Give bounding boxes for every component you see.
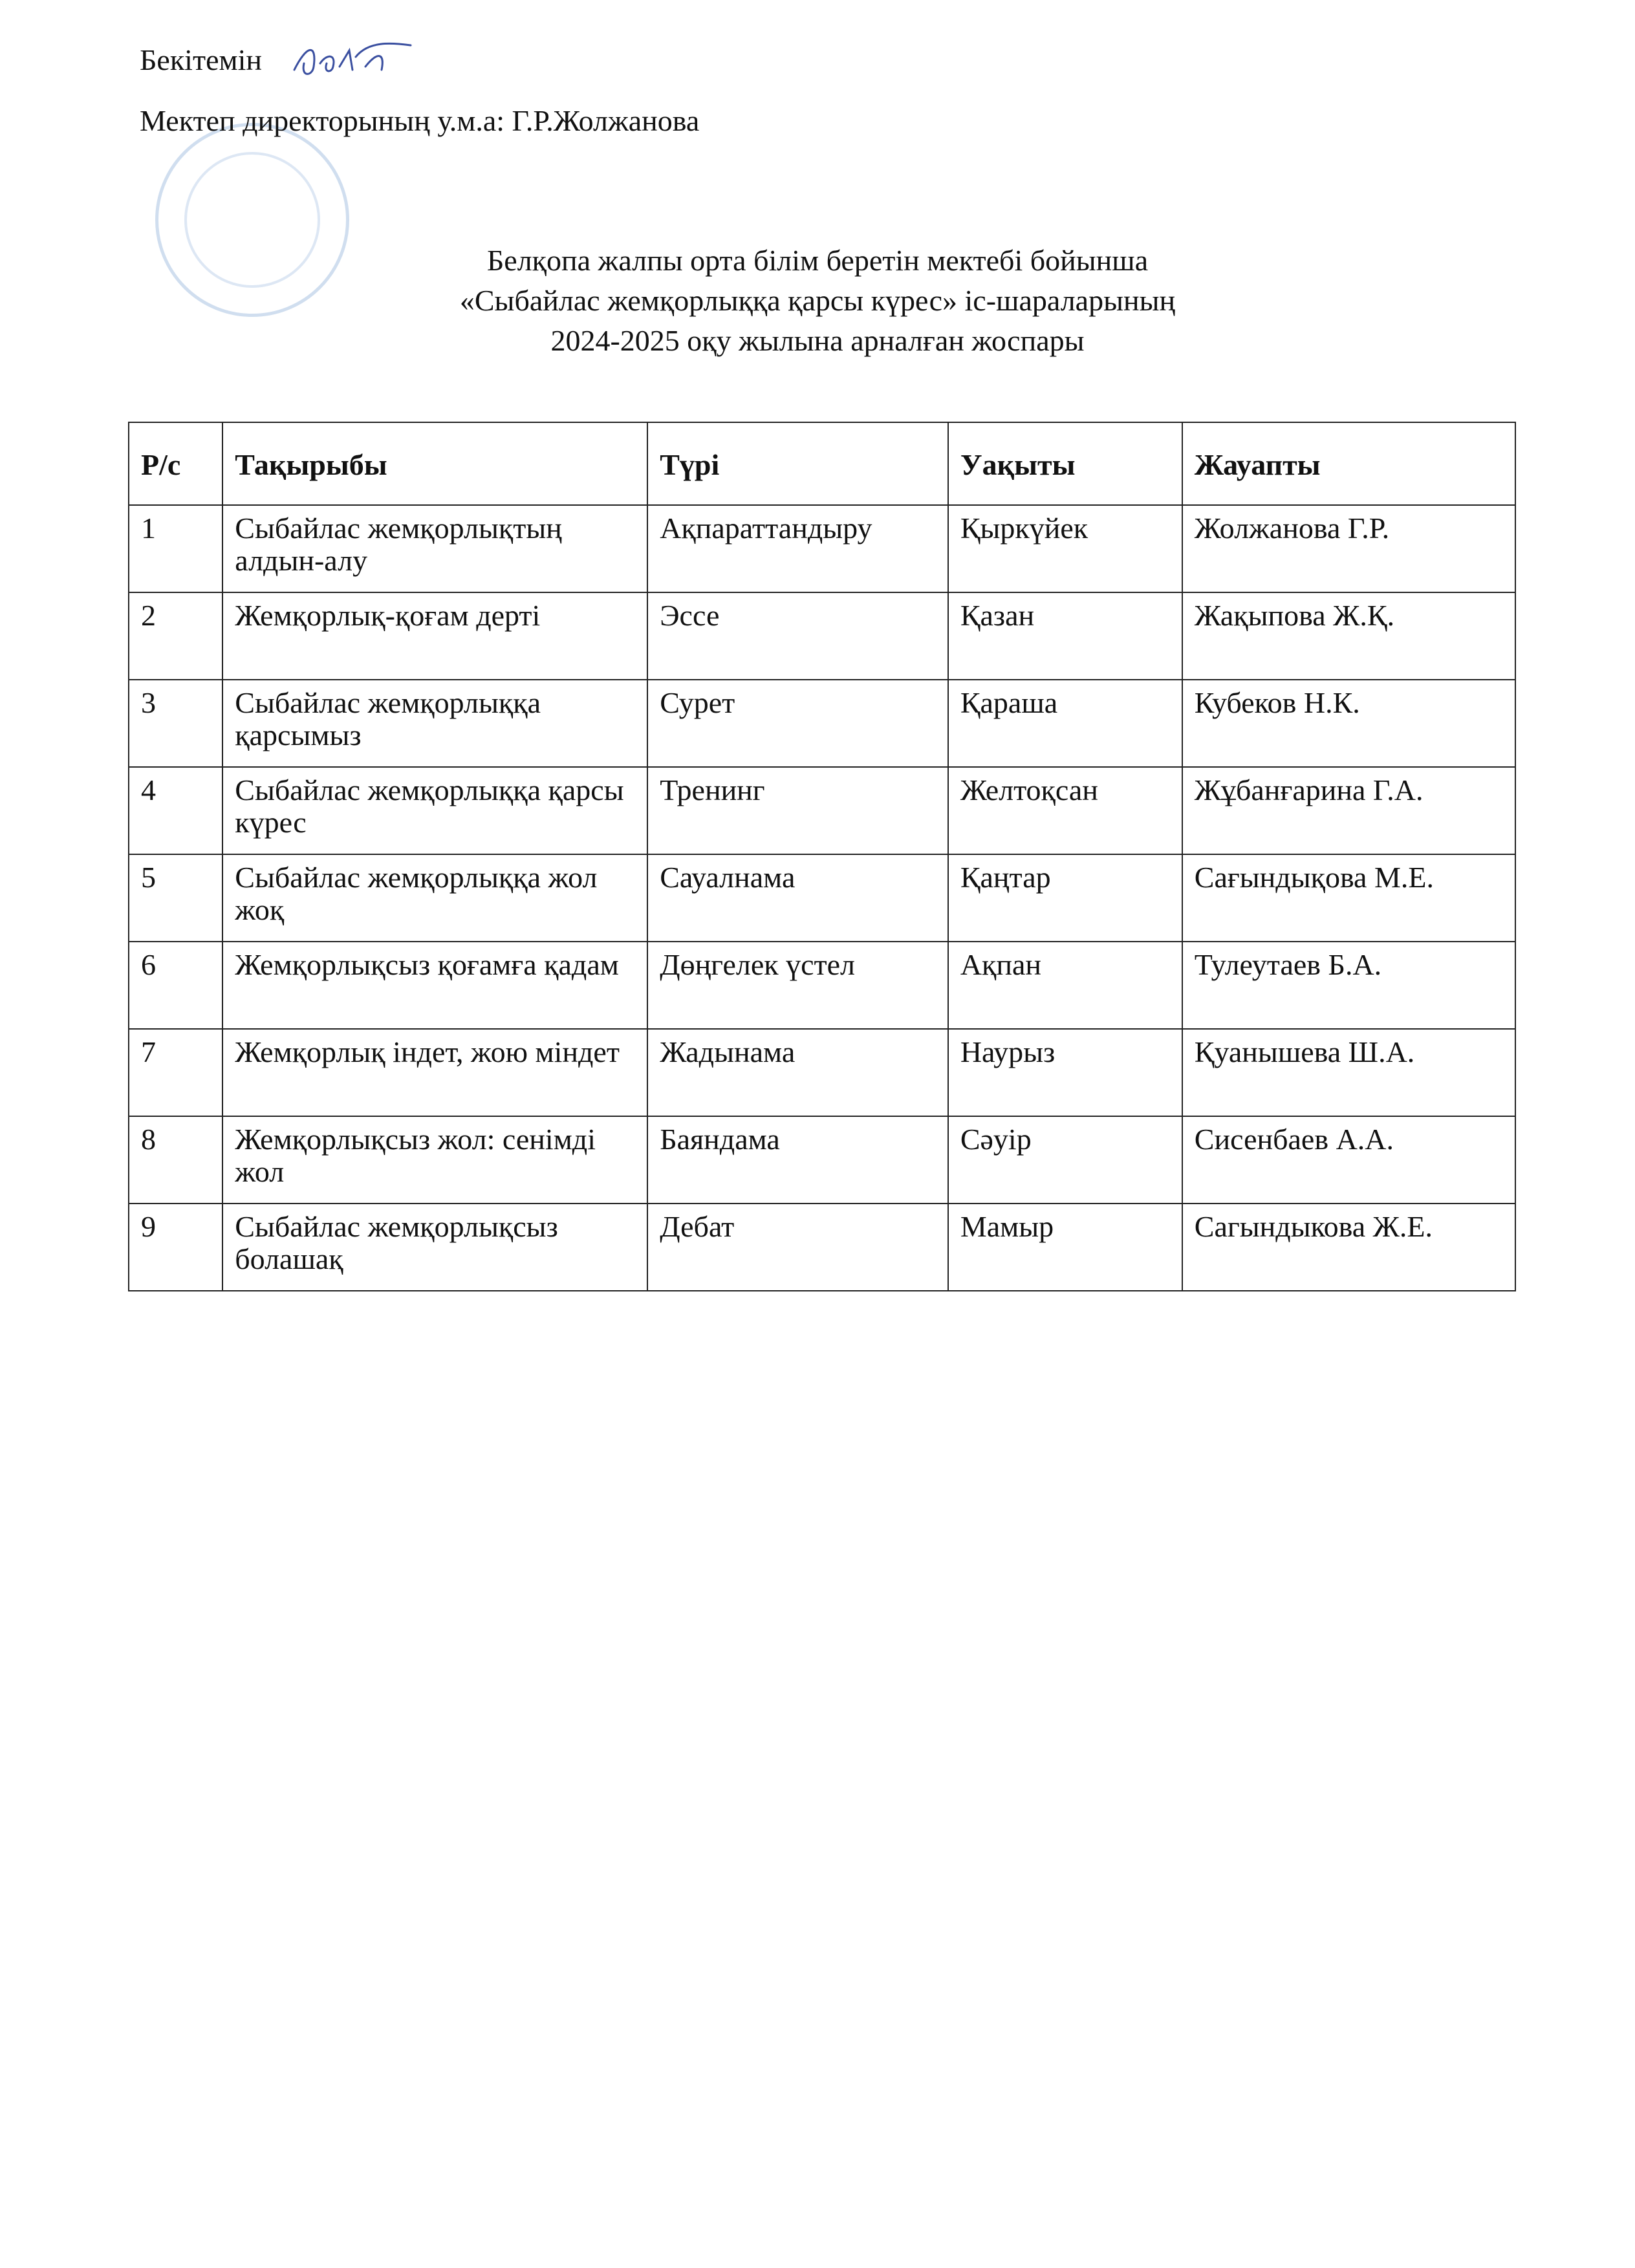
cell-num: 8 xyxy=(129,1116,222,1204)
plan-table xyxy=(128,422,1516,1291)
table-row xyxy=(129,767,1515,854)
title-line-1: Белқопа жалпы орта білім беретін мектебі бойынша xyxy=(486,244,1149,277)
cell-time: Желтоқсан xyxy=(948,767,1182,854)
table-row xyxy=(129,1116,1515,1204)
cell-type: Дебат xyxy=(647,1204,948,1291)
table-row xyxy=(129,505,1515,592)
cell-topic: Жемқорлықсыз қоғамға қадам xyxy=(222,942,647,1029)
header-num: Р/с xyxy=(129,422,222,505)
cell-num: 6 xyxy=(129,942,222,1029)
cell-time: Сәуір xyxy=(948,1116,1182,1204)
cell-topic: Жемқорлық-қоғам дерті xyxy=(222,592,647,680)
cell-responsible: Қуанышева Ш.А. xyxy=(1182,1029,1515,1116)
cell-num: 4 xyxy=(129,767,222,854)
cell-topic: Сыбайлас жемқорлыққа қарсы күрес xyxy=(222,767,647,854)
cell-topic: Сыбайлас жемқорлыққа қарсымыз xyxy=(222,680,647,767)
cell-responsible: Сисенбаев А.А. xyxy=(1182,1116,1515,1204)
table-row xyxy=(129,592,1515,680)
director-line: Мектеп директорының у.м.а: Г.Р.Жолжанова xyxy=(140,104,700,137)
table-row xyxy=(129,1029,1515,1116)
cell-type: Ақпараттандыру xyxy=(647,505,948,592)
header-responsible: Жауапты xyxy=(1182,422,1515,505)
cell-time: Мамыр xyxy=(948,1204,1182,1291)
header-type: Түрі xyxy=(647,422,948,505)
cell-type: Дөңгелек үстел xyxy=(647,942,948,1029)
cell-responsible: Жұбанғарина Г.А. xyxy=(1182,767,1515,854)
table-row xyxy=(129,942,1515,1029)
cell-type: Жадынама xyxy=(647,1029,948,1116)
cell-time: Қыркүйек xyxy=(948,505,1182,592)
cell-num: 1 xyxy=(129,505,222,592)
cell-type: Сурет xyxy=(647,680,948,767)
cell-responsible: Кубеков Н.К. xyxy=(1182,680,1515,767)
cell-num: 5 xyxy=(129,854,222,942)
approve-label: Бекітемін xyxy=(140,43,262,76)
document-title xyxy=(0,241,1635,361)
cell-num: 9 xyxy=(129,1204,222,1291)
cell-topic: Жемқорлықсыз жол: сенімді жол xyxy=(222,1116,647,1204)
title-line-2: «Сыбайлас жемқорлыққа қарсы күрес» іс-шараларының xyxy=(459,284,1176,317)
table-header-row xyxy=(129,422,1515,505)
cell-responsible: Жолжанова Г.Р. xyxy=(1182,505,1515,592)
table-row xyxy=(129,1204,1515,1291)
cell-topic: Жемқорлық індет, жою міндет xyxy=(222,1029,647,1116)
cell-type: Сауалнама xyxy=(647,854,948,942)
cell-responsible: Сагындыкова Ж.Е. xyxy=(1182,1204,1515,1291)
cell-num: 7 xyxy=(129,1029,222,1116)
table-row xyxy=(129,680,1515,767)
cell-topic: Сыбайлас жемқорлықсыз болашақ xyxy=(222,1204,647,1291)
cell-responsible: Сағындықова М.Е. xyxy=(1182,854,1515,942)
cell-type: Баяндама xyxy=(647,1116,948,1204)
header-time: Уақыты xyxy=(948,422,1182,505)
cell-type: Эссе xyxy=(647,592,948,680)
cell-topic: Сыбайлас жемқорлықтың алдын-алу xyxy=(222,505,647,592)
approval-block xyxy=(140,38,417,83)
cell-time: Қазан xyxy=(948,592,1182,680)
signature-icon xyxy=(288,38,417,83)
cell-num: 2 xyxy=(129,592,222,680)
header-topic: Тақырыбы xyxy=(222,422,647,505)
cell-time: Наурыз xyxy=(948,1029,1182,1116)
cell-topic: Сыбайлас жемқорлыққа жол жоқ xyxy=(222,854,647,942)
cell-responsible: Тулеутаев Б.А. xyxy=(1182,942,1515,1029)
cell-responsible: Жақыпова Ж.Қ. xyxy=(1182,592,1515,680)
title-line-3: 2024-2025 оқу жылына арналған жоспары xyxy=(550,324,1085,357)
cell-type: Тренинг xyxy=(647,767,948,854)
table-row xyxy=(129,854,1515,942)
cell-time: Қараша xyxy=(948,680,1182,767)
cell-time: Ақпан xyxy=(948,942,1182,1029)
cell-time: Қаңтар xyxy=(948,854,1182,942)
cell-num: 3 xyxy=(129,680,222,767)
